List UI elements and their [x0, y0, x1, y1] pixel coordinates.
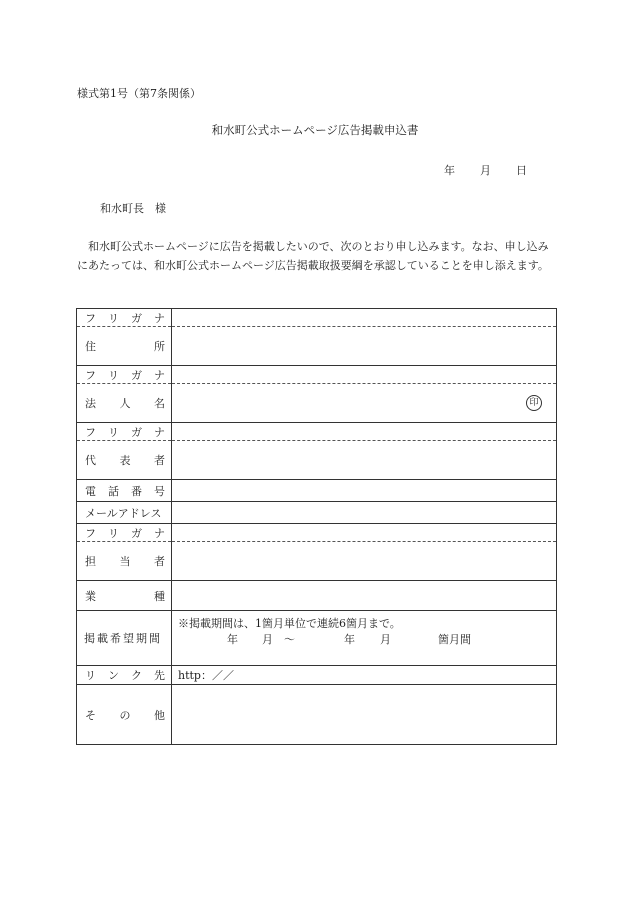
application-form-table — [76, 308, 557, 745]
period-tilde: ～ — [284, 633, 295, 646]
furigana-label: フ リ ガ ナ — [77, 366, 172, 384]
period-month-end: 月 — [380, 633, 391, 646]
link-field[interactable] — [172, 666, 557, 685]
address-label: 住 所 — [77, 327, 172, 366]
addressee: 和水町長 様 — [100, 202, 166, 215]
email-field[interactable] — [172, 502, 557, 524]
period-year-start: 年 — [227, 633, 238, 646]
industry-field[interactable] — [172, 581, 557, 611]
phone-label: 電 話 番 号 — [77, 480, 172, 502]
period-note: ※掲載期間は、1箇月単位で連続6箇月まで。 — [178, 617, 401, 630]
industry-label: 業 種 — [77, 581, 172, 611]
address-furigana-field[interactable] — [172, 309, 557, 327]
representative-furigana-field[interactable] — [172, 423, 557, 441]
page-title: 和水町公式ホームページ広告掲載申込書 — [211, 123, 419, 137]
link-label: リ ン ク 先 — [77, 666, 172, 685]
period-months: 箇月間 — [438, 633, 471, 646]
email-label: メールアドレス — [77, 502, 172, 524]
seal-icon: 印 — [526, 395, 542, 411]
other-field[interactable] — [172, 685, 557, 745]
contact-person-label: 担 当 者 — [77, 542, 172, 581]
furigana-label: フ リ ガ ナ — [77, 524, 172, 542]
furigana-label: フ リ ガ ナ — [77, 309, 172, 327]
other-label: そ の 他 — [77, 685, 172, 745]
address-field[interactable] — [172, 327, 557, 366]
contact-person-field[interactable] — [172, 542, 557, 581]
corporate-name-label: 法 人 名 — [77, 384, 172, 423]
corporate-name-furigana-field[interactable] — [172, 366, 557, 384]
period-year-end: 年 — [344, 633, 355, 646]
phone-field[interactable] — [172, 480, 557, 502]
form-number: 様式第1号（第7条関係） — [77, 87, 201, 100]
date-year: 年 — [444, 164, 455, 177]
representative-label: 代 表 者 — [77, 441, 172, 480]
intro-paragraph: 和水町公式ホームページに広告を掲載したいので、次のとおり申し込みます。なお、申し込みにあたっては、和水町公式ホームページ広告掲載取扱要綱を承認していることを申し添えます。 — [77, 240, 549, 272]
corporate-name-field[interactable] — [172, 384, 557, 423]
date-month: 月 — [480, 164, 491, 177]
furigana-label: フ リ ガ ナ — [77, 423, 172, 441]
period-field[interactable] — [172, 611, 557, 666]
contact-furigana-field[interactable] — [172, 524, 557, 542]
representative-field[interactable] — [172, 441, 557, 480]
period-label: 掲載希望期間 — [77, 611, 172, 666]
date-day: 日 — [516, 164, 527, 177]
period-entry — [172, 631, 556, 647]
period-month-start: 月 — [262, 633, 273, 646]
link-value: http：／／ — [178, 669, 234, 682]
